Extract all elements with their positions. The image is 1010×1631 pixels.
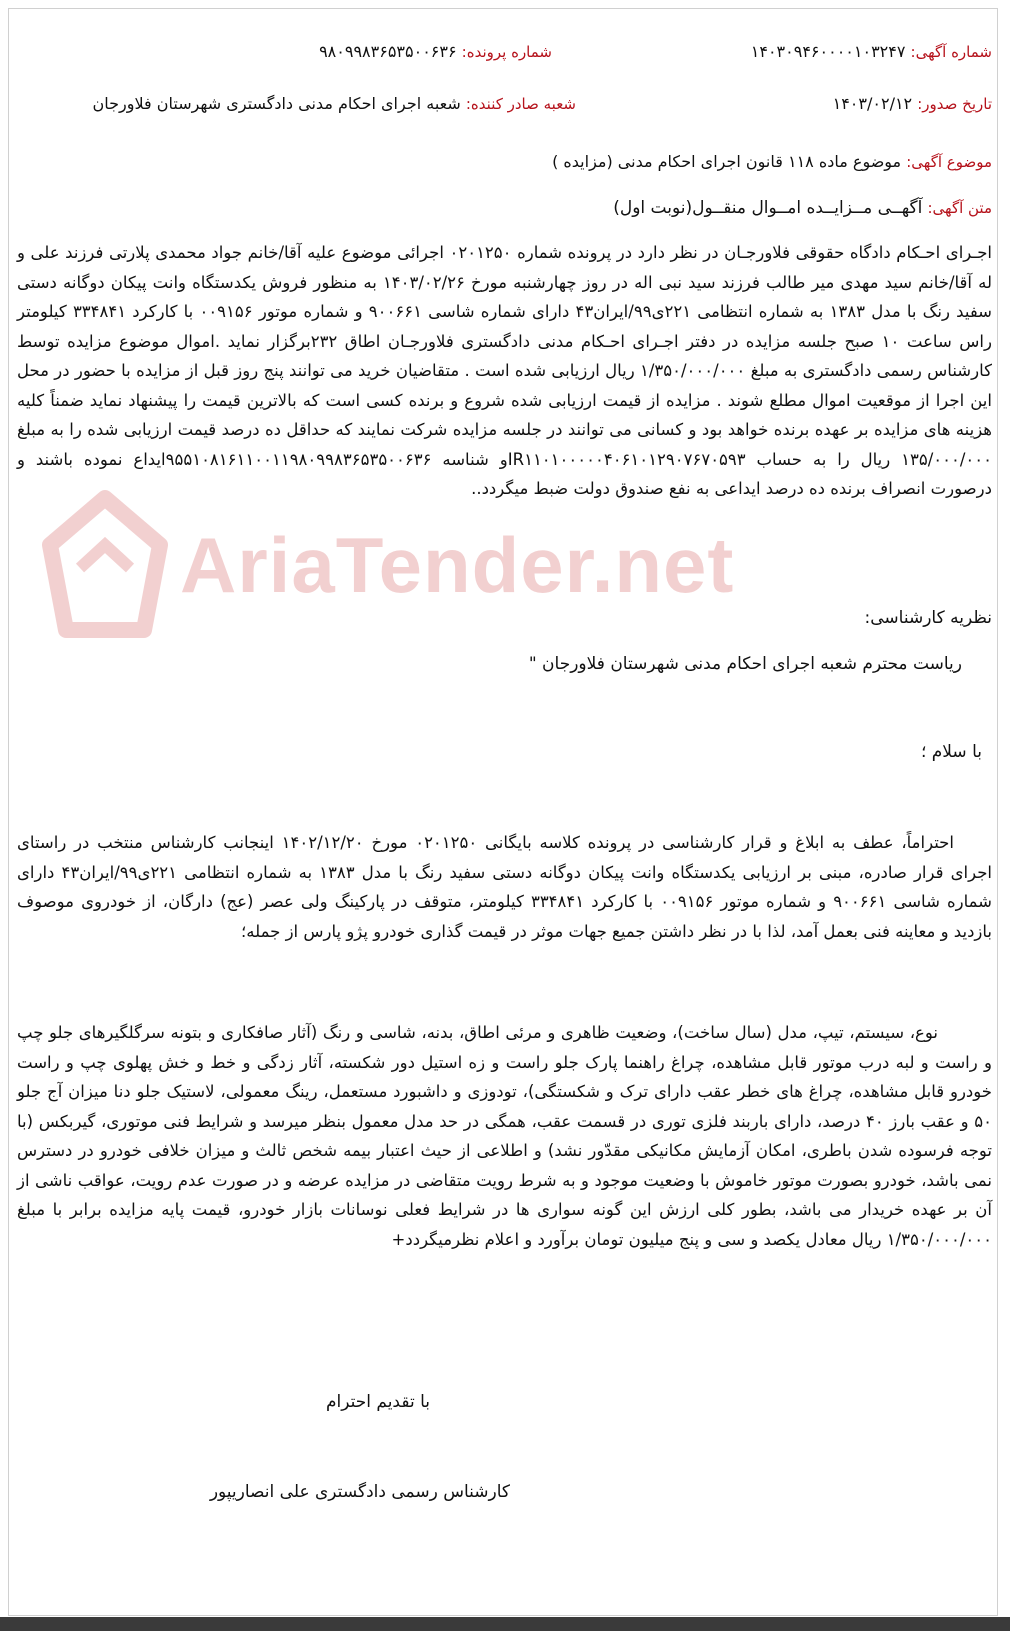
notice-number-row — [751, 42, 992, 61]
expert-paragraph-2-block — [17, 1018, 992, 1254]
watermark-text: AriaTender.net — [180, 521, 735, 609]
notice-paragraph-block — [17, 238, 992, 504]
expert-paragraph-2: نوع، سیستم، تیپ، مدل (سال ساخت)، وضعیت ظاهری و مرئی اطاق، بدنه، شاسی و رنگ (آثار صافکاری و بتونه سرگلگیرهای جلو چپ و راست و لبه درب موتور قابل مشاهده، چراغ راهنما پارک جلو راست و زه استیل دور شکسته، آثار زدگی و خط و خش پهلوی چپ و راست خودرو قابل مشاهده، چراغ های خطر عقب دارای ترک و شکستگی)، تودوزی و داشبورد مستعمل، رینگ معمولی، لاستیک جلو دنا میزان آج جلو ۵۰ و عقب بارز ۴۰ درصد، دارای باربند فلزی توری در قسمت عقب، همگی در حد مدل معمول بنظر میرسد و شرایط فنی موتوری، گیربکس (با توجه فرسوده شدن باطری، امکان آزمایش مکانیکی مقدّور نشد) و اطلاعی از حیث اعتبار بیمه شخص ثالث و میزان خلافی خودرو در دسترس نمی باشد، خودرو بصورت موتور خاموش با وضعیت موجود و به شرط رویت متقاضی در مزایده عرضه و در صورت عدم رویت، عواقب ناشی از آن بر عهده خریدار می باشد، بطور کلی ارزش این گونه سواری ها در شرایط فعلی نوسانات بازار خودرو، قیمت پایه مزایده برابر با مبلغ ۱/۳۵۰/۰۰۰/۰۰۰ ریال معادل یکصد و سی و پنج میلیون تومان برآورد و اعلام نظرمیگردد+ — [17, 1023, 992, 1249]
salutation-to: ریاست محترم شعبه اجرای احکام مدنی شهرستان فلاورجان " — [528, 654, 962, 674]
greeting: با سلام ؛ — [920, 742, 982, 762]
subject-row — [552, 152, 992, 171]
subject: موضوع ماده ۱۱۸ قانون اجرای احکام مدنی (مزایده ) — [552, 152, 902, 171]
text-title-row — [613, 198, 992, 218]
notice-number: ۱۴۰۳۰۹۴۶۰۰۰۰۱۰۳۲۴۷ — [750, 42, 906, 61]
signature: کارشناس رسمی دادگستری علی انصاریپور — [209, 1482, 510, 1502]
expert-opinion-label: نظریه کارشناسی: — [864, 608, 992, 628]
issue-date-label: تاریخ صدور: — [917, 95, 992, 113]
subject-label: موضوع آگهی: — [906, 153, 992, 171]
expert-paragraph-1: احتراماً، عطف به ابلاغ و قرار کارشناسی در پرونده کلاسه بایگانی ۰۲۰۱۲۵۰ مورخ ۱۴۰۲/۱۲/۲۰ اینجانب کارشناس منتخب در راستای اجرای قرار صادره، مبنی بر ارزیابی یکدستگاه وانت پیکان دوگانه دستی سفید رنگ با مدل ۱۳۸۳ به شماره انتظامی ۲۲۱ی۹۹/ایران۴۳ دارای شماره شاسی ۹۰۰۶۶۱ و شماره موتور ۰۰۹۱۵۶ با کارکرد ۳۳۴۸۴۱ کیلومتر، متوقف در پارکینگ ولی عصر (عج) دارگان، از خودروی موصوف بازدید و معاینه فنی بعمل آمد، لذا با در نظر داشتن جمیع جهات موثر در قیمت گذاری خودرو پژو پارس از جمله؛ — [17, 833, 992, 941]
case-number-row — [319, 42, 552, 61]
case-number-label: شماره پرونده: — [461, 43, 552, 61]
text-title: آگهــی مــزایــده امــوال منقــول(نوبت اول) — [613, 198, 923, 218]
notice-paragraph: اجـرای احـکام دادگاه حقوقی فلاورجـان در نظر دارد در پرونده شماره ۰۲۰۱۲۵۰ اجرائی موضوع علیه آقا/خانم جواد محمدی پلارتی فرزند علی و له آقا/خانم سید مهدی میر طالب فرزند سید نبی اله در روز چهارشنبه مورخ ۱۴۰۳/۰۲/۲۶ به منظور فروش یکدستگاه وانت پیکان دوگانه دستی سفید رنگ با مدل ۱۳۸۳ به شماره انتظامی ۲۲۱ی۹۹/ایران۴۳ دارای شماره شاسی ۹۰۰۶۶۱ و شماره موتور ۰۰۹۱۵۶ با کارکرد ۳۳۴۸۴۱ کیلومتر راس ساعت ۱۰ صبح جلسه مزایده در دفتر اجـرای احـکام مدنی دادگستری فلاورجـان اطاق ۲۳۲برگزار نماید .اموال موضوع مزایده توسط کارشناس رسمی دادگستری به مبلغ ۱/۳۵۰/۰۰۰/۰۰۰ ریال ارزیابی شده است . متقاضیان خرید می توانند پنج روز قبل از مزایده با حضور در محل این اجرا از موقعیت اموال مطلع شوند . مزایده از قیمت ارزیابی شده شروع و برنده کسی است که بالاترین قیمت را پیشنهاد نماید ضمناً کلیه هزینه های مزایده بر عهده برنده خواهد بود و کسانی می توانند در جلسه مزایده شرکت نمایند که حداقل ده درصد قیمت ارزیابی شده را به مبلغ ۱۳۵/۰۰۰/۰۰۰ ریال را به حساب IR۱۱۰۱۰۰۰۰۰۴۰۶۱۰۱۲۹۰۷۶۷۰۵۹۳و شناسه ۹۵۵۱۰۸۱۶۱۱۰۰۱۱۹۸۰۹۹۸۳۶۵۳۵۰۰۶۳۶ایداع نموده باشند و درصورت انصراف برنده ده درصد ایداعی به نفع صندوق دولت ضبط میگردد.. — [17, 243, 993, 498]
closing: با تقدیم احترام — [325, 1392, 430, 1412]
bottom-bar — [0, 1617, 1010, 1631]
issue-date-row — [833, 94, 992, 113]
issuer-row — [92, 94, 576, 113]
expert-paragraph-1-block — [17, 828, 992, 946]
notice-number-label: شماره آگهی: — [910, 43, 992, 61]
case-number: ۹۸۰۹۹۸۳۶۵۳۵۰۰۶۳۶ — [319, 42, 457, 61]
issuer: شعبه اجرای احکام مدنی دادگستری شهرستان فلاورجان — [92, 94, 461, 113]
text-label: متن آگهی: — [927, 199, 992, 217]
issuer-label: شعبه صادر کننده: — [465, 95, 576, 113]
issue-date: ۱۴۰۳/۰۲/۱۲ — [832, 94, 913, 113]
